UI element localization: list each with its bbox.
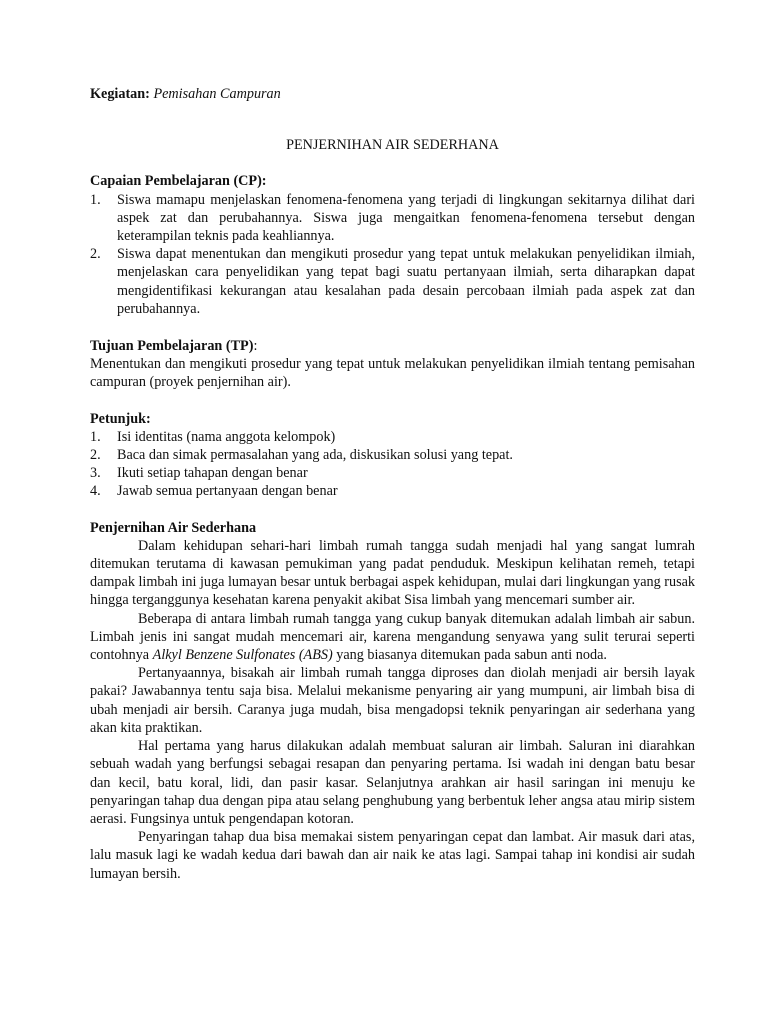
- paragraph-2: [90, 610, 695, 665]
- paragraph-4: Hal pertama yang harus dilakukan adalah membuat saluran air limbah. Saluran ini diarahkan sebuah wadah yang berfungsi sebagai resapan dan penyaring pertama. Isi wadah ini dengan batu besar dan kecil, batu koral, lidi, dan pasir kasar. Selanjutnya arahkan air hasil saringan ini menuju ke penyaringan tahap dua dengan pipa atau selang penghubung yang berbentuk leher angsa atau mirip sistem aerasi. Fungsinya untuk pengendapan kotoran.: [90, 738, 695, 827]
- paragraph-1: Dalam kehidupan sehari-hari limbah rumah tangga sudah menjadi hal yang sangat lumrah ditemukan terutama di kawasan pemukiman yang padat penduduk. Meskipun kelihatan remeh, tetapi dampak limbah ini juga lumayan besar untuk berbagai aspek kehidupan, mulai dari lingkungan yang rusak hingga terganggunya kesehatan karena penyakit akibat Sisa limbah yang mencemari sumber air.: [90, 537, 695, 609]
- paragraph-2-part-a: Beberapa di antara limbah rumah tangga yang cukup banyak ditemukan adalah limbah air sabun. Limbah jenis ini sangat mudah mencemari air, karena mengandung senyawa yang sulit terurai seperti contohnya: [90, 610, 695, 664]
- petunjuk-item-text: Ikuti setiap tahapan dengan benar: [117, 465, 308, 482]
- petunjuk-item-text: Jawab semua pertanyaan dengan benar: [117, 483, 338, 500]
- document-content: [90, 85, 695, 883]
- petunjuk-item-number: 4.: [90, 483, 101, 500]
- petunjuk-item: [90, 428, 695, 446]
- petunjuk-item: [90, 482, 695, 500]
- activity-line: [90, 85, 695, 103]
- petunjuk-item-text: Baca dan simak permasalahan yang ada, diskusikan solusi yang tepat.: [117, 447, 513, 464]
- cp-list: [90, 191, 695, 318]
- cp-item-number: 2.: [90, 246, 101, 263]
- petunjuk-item-text: Isi identitas (nama anggota kelompok): [117, 428, 336, 445]
- tp-heading-line: [90, 337, 695, 355]
- petunjuk-item-number: 1.: [90, 428, 101, 445]
- paragraph-5: Penyaringan tahap dua bisa memakai sistem penyaringan cepat dan lambat. Air masuk dari atas, lalu masuk lagi ke wadah kedua dari bawah dan air naik ke atas lagi. Sampai tahap ini kondisi air sudah lumayan bersih.: [90, 829, 695, 882]
- document-title: PENJERNIHAN AIR SEDERHANA: [286, 137, 499, 154]
- petunjuk-heading: Petunjuk:: [90, 410, 151, 427]
- tp-text: Menentukan dan mengikuti prosedur yang tepat untuk melakukan penyelidikan ilmiah tentang pemisahan campuran (proyek penjernihan air).: [90, 356, 695, 391]
- cp-item: [90, 245, 695, 318]
- penjernihan-heading: Penjernihan Air Sederhana: [90, 519, 257, 536]
- tp-heading: Tujuan Pembelajaran (TP): [90, 338, 254, 355]
- cp-item: [90, 191, 695, 246]
- activity-label: Kegiatan:: [90, 86, 150, 102]
- cp-heading: Capaian Pembelajaran (CP):: [90, 173, 267, 190]
- petunjuk-item: [90, 464, 695, 482]
- tp-heading-colon: :: [253, 338, 258, 355]
- cp-item-text: Siswa mamapu menjelaskan fenomena-fenomena yang terjadi di lingkungan sekitarnya dilihat dari aspek zat dan perubahannya. Siswa juga mengaitkan fenomena-fenomena tersebut dengan keterampilan teknis pada keahliannya.: [117, 191, 695, 245]
- activity-value: Pemisahan Campuran: [153, 86, 281, 102]
- cp-item-text: Siswa dapat menentukan dan mengikuti prosedur yang tepat untuk melakukan penyelidikan ilmiah, menjelaskan cara penyelidikan yang tepat bagi suatu pertanyaan ilmiah, serta diharapkan dapat mengidentifikasi kekurangan atau kesalahan pada desain percobaan ilmiah pada aspek zat dan perubahannya.: [117, 246, 695, 317]
- paragraph-3: Pertanyaannya, bisakah air limbah rumah tangga diproses dan diolah menjadi air bersih layak pakai? Jawabannya tentu saja bisa. Melalui mekanisme penyaring air yang mumpuni, air limbah bisa di ubah menjadi air bersih. Caranya juga mudah, bisa mengadopsi teknik penyaringan air sederhana yang akan kita praktikan.: [90, 665, 695, 736]
- cp-item-number: 1.: [90, 191, 101, 208]
- paragraph-2-part-b: yang biasanya ditemukan pada sabun anti noda.: [332, 647, 607, 664]
- petunjuk-list: [90, 428, 695, 501]
- petunjuk-item: [90, 446, 695, 464]
- petunjuk-item-number: 3.: [90, 465, 101, 482]
- paragraph-2-italic: Alkyl Benzene Sulfonates (ABS): [152, 647, 333, 664]
- petunjuk-item-number: 2.: [90, 447, 101, 464]
